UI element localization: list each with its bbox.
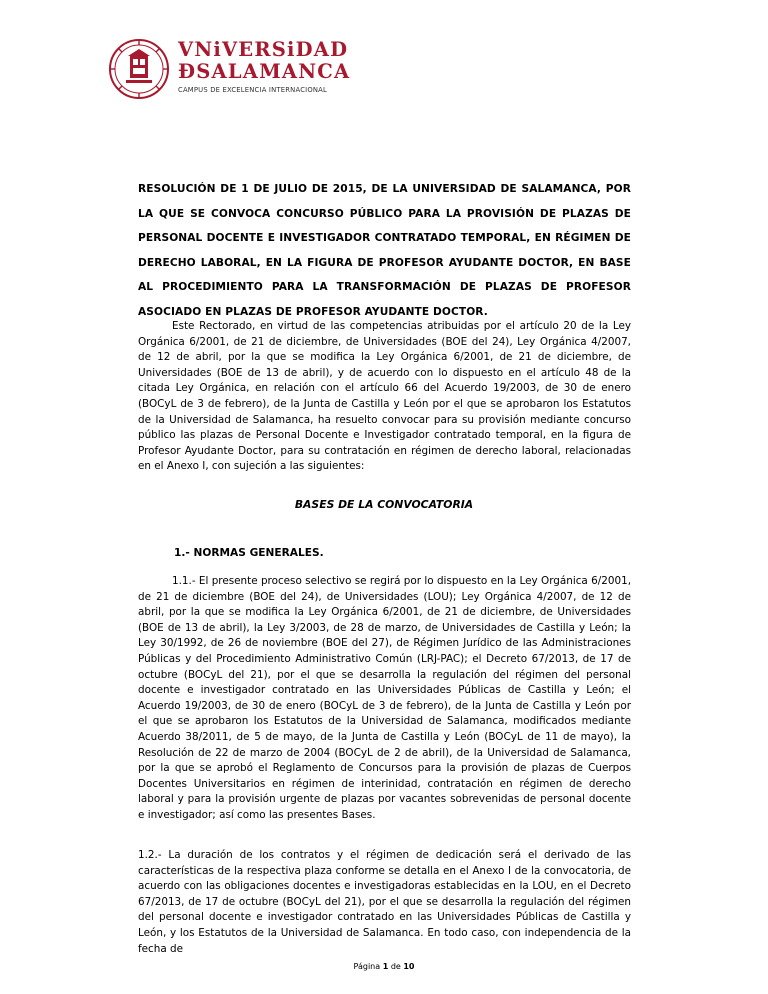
page-footer [0,962,768,971]
university-logo [108,38,350,100]
logo-wordmark-line1: VNiVERSiDAD [178,38,349,61]
intro-paragraph: Este Rectorado, en virtud de las competencias atribuidas por el artículo 20 de la Ley Orgánica 6/2001, de 21 de diciembre, de Universidades (BOE del 24), Ley Orgánica 4/2007, de 12 de abril, por la que se modifica la Ley Orgánica 6/2001, de 21 de diciembre, de Universidades (BOE de 13 de abril), y de acuerdo con lo dispuesto en el artículo 48 de la citada Ley Orgánica, en relación con el artículo 66 del Acuerdo 19/2003, de 30 de enero (BOCyL de 3 de febrero), de la Junta de Castilla y León por el que se aprobaron los Estatutos de la Universidad de Salamanca, ha resuelto convocar para su provisión mediante concurso público las plazas de Personal Docente e Investigador contratado temporal, en la figura de Profesor Ayudante Doctor, para su contratación en régimen de derecho laboral, relacionadas en el Anexo I, con sujeción a las siguientes: [138,320,631,473]
paragraph-1-1: 1.1.- El presente proceso selectivo se regirá por lo dispuesto en la Ley Orgánica 6/2001, de 21 de diciembre (BOE del 24), de Universidades (LOU); Ley Orgánica 4/2007, de 12 de abril, por la que se modifica la Ley Orgánica 6/2001, de 21 de diciembre, de Universidades (BOE de 13 de abril), la Ley 3/2003, de 28 de marzo, de Universidades de Castilla y León; la Ley 30/1992, de 26 de noviembre (BOE del 27), de Régimen Jurídico de las Administraciones Públicas y del Procedimiento Administrativo Común (LRJ-PAC); el Decreto 67/2013, de 17 de octubre (BOCyL del 21), por el que se desarrolla la regulación del régimen del personal docente e investigador contratado en las Universidades Públicas de Castilla y León; el Acuerdo 19/2003, de 30 de enero (BOCyL de 3 de febrero), de la Junta de Castilla y León por el que se aprobaron los Estatutos de la Universidad de Salamanca, modificados mediante Acuerdo 38/2011, de 5 de mayo, de la Junta de Castilla y León (BOCyL de 11 de mayo), la Resolución de 22 de marzo de 2004 (BOCyL de 2 de abril), de la Universidad de Salamanca, por la que se aprobó el Reglamento de Concursos para la provisión de plazas de Cuerpos Docentes Universitarios en régimen de interinidad, contratación en régimen de derecho laboral y para la provisión urgente de plazas por vacantes sobrevenidas de personal docente e investigador; así como las presentes Bases. [138,575,631,821]
logo-wordmark-line2: ÐSALAMANCA [178,60,351,83]
page-total: 10 [403,962,415,971]
page-current: 1 [382,962,389,971]
page-label: Página [353,962,381,971]
page-of: de [390,962,401,971]
bases-heading: BASES DE LA CONVOCATORIA [294,498,474,511]
resolution-title: RESOLUCIÓN DE 1 DE JULIO DE 2015, DE LA UNIVERSIDAD DE SALAMANCA, POR LA QUE SE CONVOCA CONCURSO PÚBLICO PARA LA PROVISIÓN DE PLAZAS DE PERSONAL DOCENTE E INVESTIGADOR CONTRATADO TEMPORAL, EN RÉGIMEN DE DERECHO LABORAL, EN LA FIGURA DE PROFESOR AYUDANTE DOCTOR, EN BASE AL PROCEDIMIENTO PARA LA TRANSFORMACIÓN DE PLAZAS DE PROFESOR ASOCIADO EN PLAZAS DE PROFESOR AYUDANTE DOCTOR. [138,183,631,318]
section-heading: 1.- NORMAS GENERALES. [174,547,324,559]
university-seal-icon [108,38,170,100]
logo-subtitle: CAMPUS DE EXCELENCIA INTERNACIONAL [178,86,328,94]
paragraph-1-2: 1.2.- La duración de los contratos y el régimen de dedicación será el derivado de las características de la respectiva plaza conforme se detalla en el Anexo I de la convocatoria, de acuerdo con las obligaciones docentes e investigadoras establecidas en la LOU, en el Decreto 67/2013, de 17 de octubre (BOCyL del 21), por el que se desarrolla la regulación del régimen del personal docente e investigador contratado en las Universidades Públicas de Castilla y León, y los Estatutos de la Universidad de Salamanca. En todo caso, con independencia de la fecha de [138,849,631,955]
